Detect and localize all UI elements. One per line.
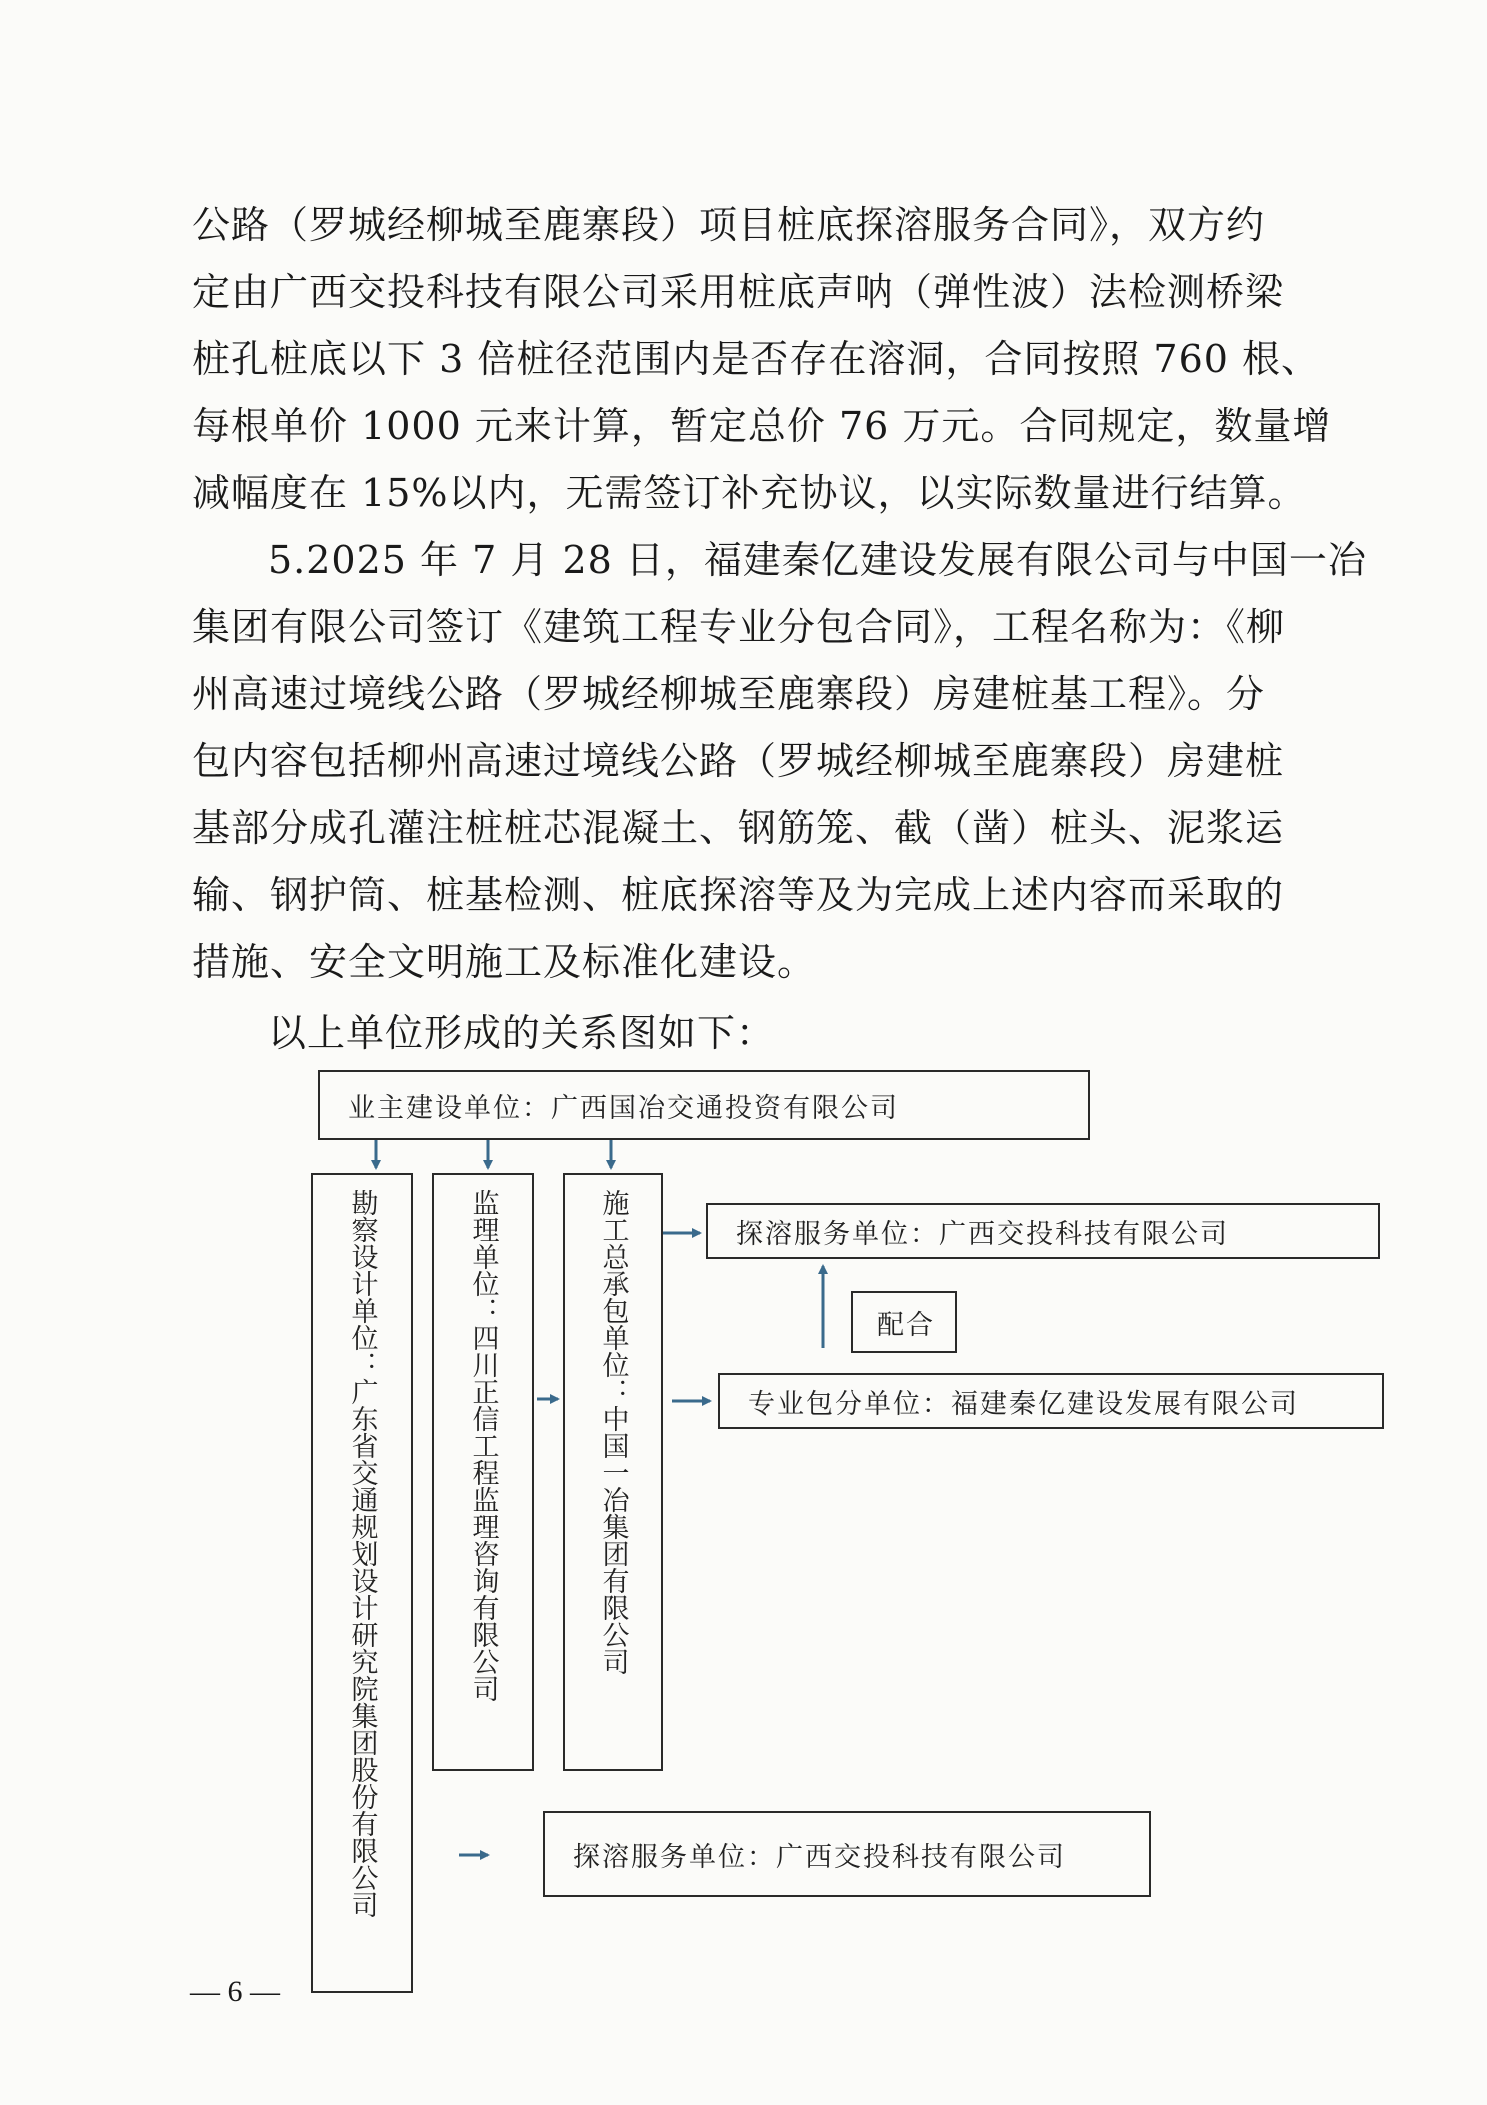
- subcontractor-label: 专业包分单位：福建秦亿建设发展有限公司: [748, 1388, 1299, 1420]
- supervision-label: 监理单位：四川正信工程监理咨询有限公司: [467, 1189, 499, 1702]
- text-line: 集团有限公司签订《建筑工程专业分包合同》，工程名称为：《柳: [192, 605, 1286, 649]
- text-line: 减幅度在 15%以内，无需签订补充协议，以实际数量进行结算。: [192, 471, 1307, 515]
- text-line: 州高速过境线公路（罗城经柳城至鹿寨段）房建桩基工程》。分: [192, 672, 1266, 716]
- cooperate-label: 配合: [877, 1309, 935, 1341]
- text-line: 每根单价 1000 元来计算，暂定总价 76 万元。合同规定，数量增: [192, 404, 1332, 448]
- service-top-label: 探溶服务单位：广西交投科技有限公司: [736, 1218, 1229, 1250]
- diagram-intro: 以上单位形成的关系图如下：: [268, 1011, 776, 1055]
- page-number: — 6 —: [190, 1975, 280, 2008]
- contractor-label: 施工总承包单位：中国一冶集团有限公司: [597, 1189, 629, 1675]
- service-bottom-label: 探溶服务单位：广西交投科技有限公司: [573, 1841, 1066, 1873]
- text-line: 公路（罗城经柳城至鹿寨段）项目桩底探溶服务合同》，双方约: [192, 203, 1266, 247]
- survey-label: 勘察设计单位：广东省交通规划设计研究院集团股份有限公司: [346, 1189, 378, 1918]
- text-line: 定由广西交投科技有限公司采用桩底声呐（弹性波）法检测桥梁: [192, 270, 1285, 314]
- text-line: 包内容包括柳州高速过境线公路（罗城经柳城至鹿寨段）房建桩: [192, 739, 1285, 783]
- text-line: 5.2025 年 7 月 28 日，福建秦亿建设发展有限公司与中国一冶: [268, 538, 1367, 582]
- text-line: 措施、安全文明施工及标准化建设。: [192, 940, 817, 984]
- text-line: 桩孔桩底以下 3 倍桩径范围内是否存在溶洞，合同按照 760 根、: [192, 337, 1321, 381]
- text-line: 输、钢护筒、桩基检测、桩底探溶等及为完成上述内容而采取的: [192, 873, 1285, 917]
- owner-label: 业主建设单位：广西国冶交通投资有限公司: [348, 1092, 899, 1124]
- text-line: 基部分成孔灌注桩桩芯混凝土、钢筋笼、截（凿）桩头、泥浆运: [192, 806, 1285, 850]
